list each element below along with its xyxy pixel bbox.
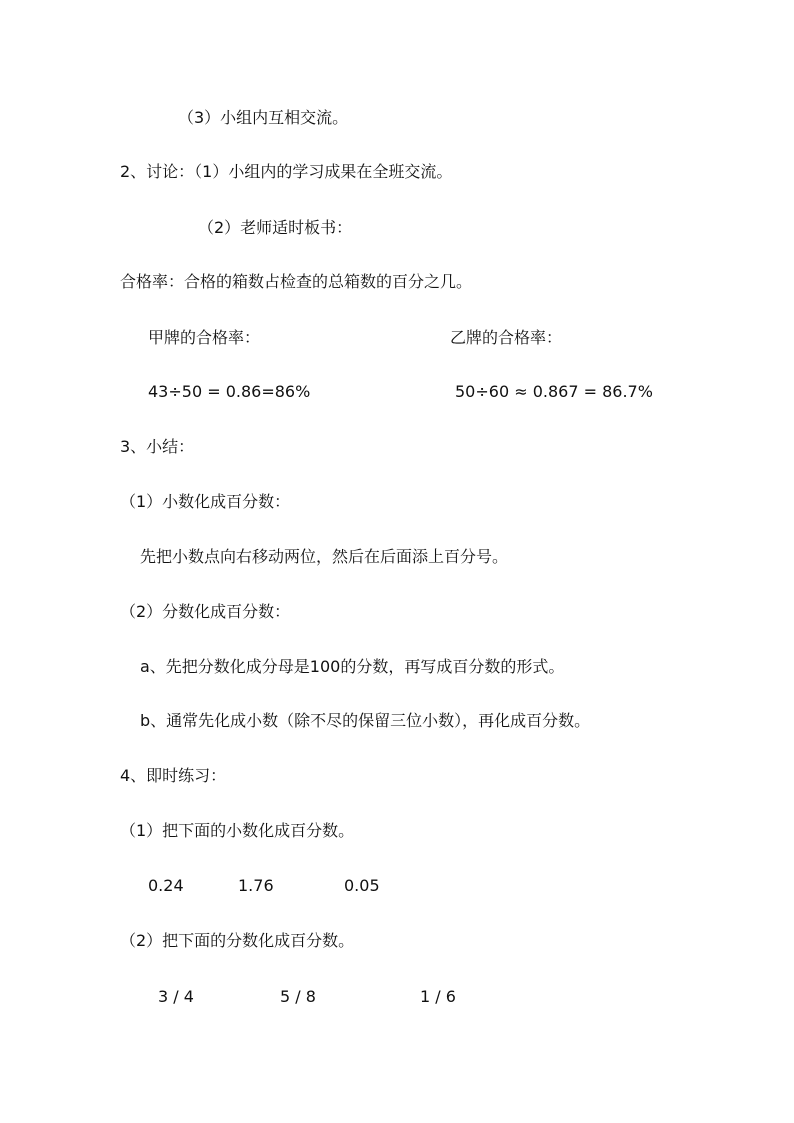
section-4-heading: 4、即时练习： [120,766,227,785]
section-2-heading: 2、讨论：（1）小组内的学习成果在全班交流。 [120,162,453,181]
exercise-2-title: （2）把下面的分数化成百分数。 [120,931,355,950]
exercise-1-item: 0.24 [148,876,184,895]
section-3-heading: 3、小结： [120,437,195,456]
exercise-2-item: 1 / 6 [420,987,456,1006]
brand-b-calc: 50÷60 ≈ 0.867 = 86.7% [455,382,653,401]
exercise-2-item: 3 / 4 [158,987,194,1006]
summary-2-b: b、通常先化成小数（除不尽的保留三位小数），再化成百分数。 [140,711,591,730]
pass-rate-definition: 合格率：合格的箱数占检查的总箱数的百分之几。 [120,272,473,291]
brand-a-calc: 43÷50 = 0.86=86% [148,382,311,401]
exercise-1-item: 0.05 [344,876,380,895]
summary-1-text: 先把小数点向右移动两位，然后在后面添上百分号。 [140,547,509,566]
exercise-2-item: 5 / 8 [280,987,316,1006]
summary-2-title: （2）分数化成百分数： [120,602,291,621]
summary-1-title: （1）小数化成百分数： [120,492,291,511]
exercise-1-title: （1）把下面的小数化成百分数。 [120,821,355,840]
step-1-3: （3）小组内互相交流。 [178,108,349,127]
brand-b-label: 乙牌的合格率： [450,328,563,347]
summary-2-a: a、先把分数化成分母是100的分数，再写成百分数的形式。 [140,657,565,676]
brand-a-label: 甲牌的合格率： [148,328,261,347]
exercise-1-item: 1.76 [238,876,274,895]
step-2-2: （2）老师适时板书： [198,218,353,237]
